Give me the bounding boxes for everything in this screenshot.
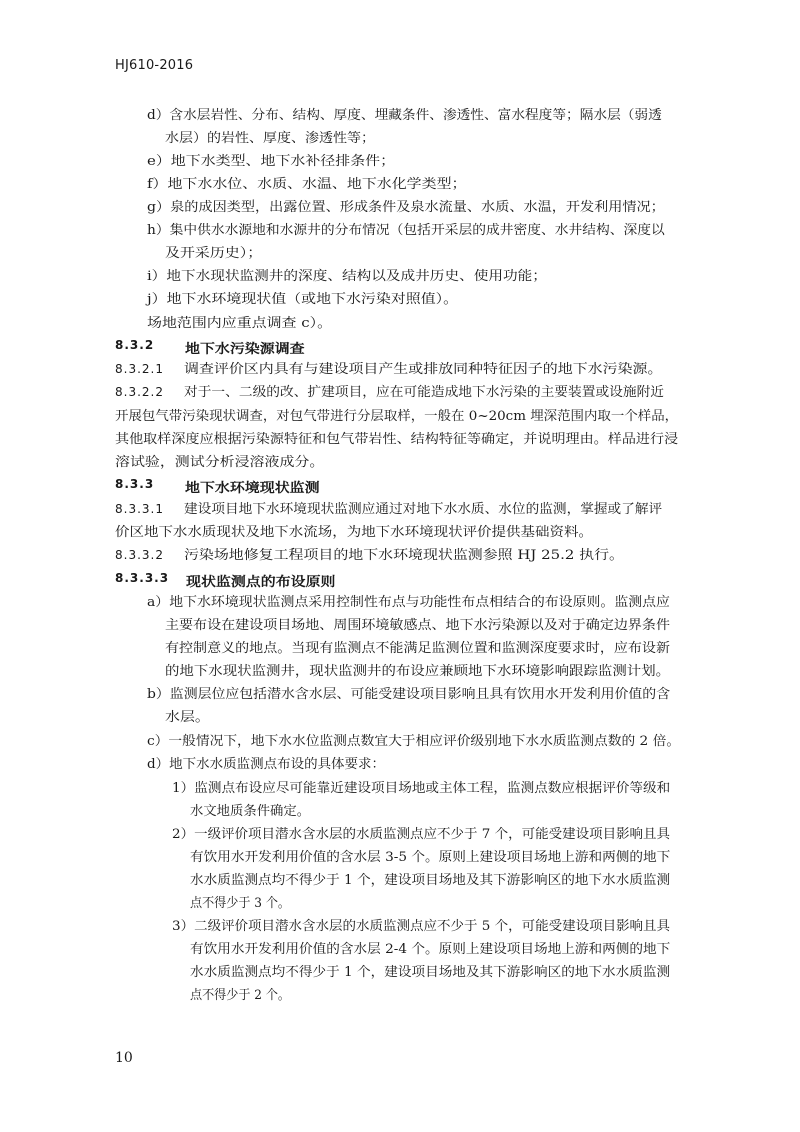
text-line: 的地下水现状监测井，现状监测井的布设应兼顾地下水环境影响跟踪监测计划。 xyxy=(165,664,671,679)
text-line: j）地下水环境现状值（或地下水污染对照值）。 xyxy=(147,292,459,307)
text-line: 对于一、二级的改、扩建项目，应在可能造成地下水污染的主要装置或设施附近 xyxy=(184,385,665,400)
clause-number: 8.3.3.3 xyxy=(115,571,170,585)
text-line: 2）一级评价项目潜水含水层的水质监测点应不少于 7 个，可能受建设项目影响且具 xyxy=(172,827,671,842)
text-line: 水水质监测点均不得少于 1 个，建设项目场地及其下游影响区的地下水水质监测 xyxy=(190,965,671,980)
text-line: 其他取样深度应根据污染源特征和包气带岩性、结构特征等确定，并说明理由。样品进行浸 xyxy=(115,432,679,447)
clause-number: 8.3.3.1 xyxy=(115,502,164,516)
clause-number: 8.3.3.2 xyxy=(115,548,164,562)
text-line: 溶试验，测试分析浸溶液成分。 xyxy=(115,455,325,470)
document-code-header: HJ610-2016 xyxy=(115,58,194,73)
text-line: f）地下水水位、水质、水温、地下水化学类型； xyxy=(147,177,467,192)
text-line: a）地下水环境现状监测点采用控制性布点与功能性布点相结合的布设原则。监测点应 xyxy=(147,595,670,610)
text-line: 点不得少于 3 个。 xyxy=(190,896,291,911)
text-line: 水水质监测点均不得少于 1 个，建设项目场地及其下游影响区的地下水水质监测 xyxy=(190,873,671,888)
text-line: 主要布设在建设项目场地、周围环境敏感点、地下水污染源以及对于确定边界条件 xyxy=(165,618,670,633)
text-line: i）地下水现状监测井的深度、结构以及成井历史、使用功能； xyxy=(147,269,547,284)
text-line: 调查评价区内具有与建设项目产生或排放同种特征因子的地下水污染源。 xyxy=(184,362,663,377)
text-line: 价区地下水水质现状及地下水流场，为地下水环境现状评价提供基础资料。 xyxy=(115,525,593,540)
page-number: 10 xyxy=(115,1050,133,1066)
section-heading: 地下水污染源调查 xyxy=(185,342,305,357)
text-line: 开展包气带污染现状调查，对包气带进行分层取样，一般在 0~20cm 埋深范围内取一个样品， xyxy=(115,409,679,424)
clause-number: 8.3.3 xyxy=(115,477,155,491)
clause-number: 8.3.2 xyxy=(115,338,155,352)
text-line: 点不得少于 2 个。 xyxy=(190,988,291,1003)
text-line: g）泉的成因类型，出露位置、形成条件及泉水流量、水质、水温，开发利用情况； xyxy=(147,200,665,215)
text-line: 3）二级评价项目潜水含水层的水质监测点应不少于 5 个，可能受建设项目影响且具 xyxy=(172,919,671,934)
section-heading: 地下水环境现状监测 xyxy=(185,481,320,496)
text-line: 有饮用水开发利用价值的含水层 3-5 个。原则上建设项目场地上游和两侧的地下 xyxy=(190,850,671,865)
text-line: c）一般情况下，地下水水位监测点数宜大于相应评价级别地下水水质监测点数的 2 倍。 xyxy=(147,734,681,749)
text-line: 及开采历史）； xyxy=(165,246,263,261)
text-line: 污染场地修复工程项目的地下水环境现状监测参照 HJ 25.2 执行。 xyxy=(184,548,624,563)
text-line: e）地下水类型、地下水补径排条件； xyxy=(147,154,396,169)
text-line: 场地范围内应重点调查 c）。 xyxy=(147,316,333,331)
text-line: d）地下水水质监测点布设的具体要求： xyxy=(147,757,386,772)
text-line: 1）监测点布设应尽可能靠近建设项目场地或主体工程，监测点数应根据评价等级和 xyxy=(172,781,671,796)
text-line: 有饮用水开发利用价值的含水层 2-4 个。原则上建设项目场地上游和两侧的地下 xyxy=(190,942,671,957)
text-line: 水层）的岩性、厚度、渗透性等； xyxy=(165,131,376,146)
clause-number: 8.3.2.1 xyxy=(115,362,164,376)
text-line: 建设项目地下水环境现状监测应通过对地下水水质、水位的监测，掌握或了解评 xyxy=(184,502,663,517)
text-line: b）监测层位应包括潜水含水层、可能受建设项目影响且具有饮用水开发利用价值的含 xyxy=(147,687,671,702)
text-line: h）集中供水水源地和水源井的分布情况（包括开采层的成井密度、水井结构、深度以 xyxy=(147,223,665,238)
clause-number: 8.3.2.2 xyxy=(115,385,164,399)
text-line: 有控制意义的地点。当现有监测点不能满足监测位置和监测深度要求时，应布设新 xyxy=(165,641,670,656)
text-line: 水文地质条件确定。 xyxy=(190,804,311,819)
section-heading: 现状监测点的布设原则 xyxy=(186,575,336,590)
text-line: 水层。 xyxy=(165,710,210,725)
text-line: d）含水层岩性、分布、结构、厚度、埋藏条件、渗透性、富水程度等；隔水层（弱透 xyxy=(147,108,662,123)
